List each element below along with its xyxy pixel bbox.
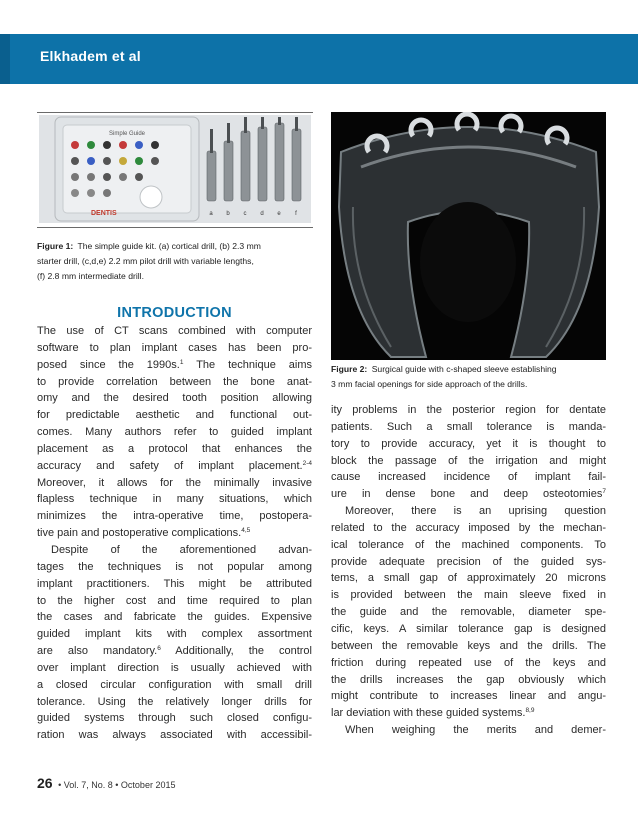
text-line [37, 525, 312, 542]
citation-superscript: 4,5 [241, 527, 251, 535]
text-line [331, 486, 606, 503]
figure-2-image [331, 112, 606, 360]
text-line [331, 638, 606, 655]
text-line [331, 436, 606, 453]
text-line [37, 475, 312, 492]
text-line [37, 407, 312, 424]
figure-1-image [39, 115, 311, 223]
text-line [331, 537, 606, 554]
text-line-body: omy and the desired tooth position allowing [37, 392, 312, 405]
text-line-tail: Additionally, the control [160, 645, 312, 658]
text-line-tail: The technique aims [183, 358, 312, 371]
text-line [37, 441, 312, 458]
text-line-body: Despite of the aforementioned advan- [51, 543, 312, 556]
text-line-body: minimizes the intra-operative time, postopera- [37, 510, 312, 523]
text-line [37, 660, 312, 677]
text-line [37, 357, 312, 374]
text-line [331, 503, 606, 520]
text-line-body: comes. Many authors refer to guided implant [37, 426, 312, 439]
header-band [0, 34, 638, 84]
text-line-body: tolerance. Using the relatively longer drills for [37, 695, 312, 708]
citation-superscript: 6 [157, 645, 161, 653]
text-line [331, 655, 606, 672]
text-line-body: tory to provide accuracy, yet it is thought to [331, 437, 606, 450]
text-line-body: the cases and fabricate the guides. Expensive [37, 611, 312, 624]
text-line-body: ity problems in the posterior region for dentate [331, 404, 606, 416]
text-line-body: might contribute to increases linear and angu- [331, 690, 606, 703]
figure-2-caption-line: 3 mm facial openings for side approach of the drills. [331, 379, 528, 389]
header-accent [0, 34, 10, 84]
text-line [331, 621, 606, 638]
text-line [331, 453, 606, 470]
text-line [331, 604, 606, 621]
text-line [331, 554, 606, 571]
text-line-body: ration was always associated with accessibil- [37, 729, 312, 742]
page-number: 26 [37, 775, 53, 791]
drill-letter-e: e [277, 211, 281, 217]
citation-superscript: 2-4 [302, 459, 312, 467]
text-line [37, 340, 312, 357]
text-line [37, 374, 312, 391]
text-line-body: to the higher cost and time required to plan [37, 594, 312, 607]
text-line-body: a closed circular configuration with small drill [37, 678, 312, 691]
right-text-column [331, 402, 606, 739]
text-line [331, 688, 606, 705]
text-line-body: Moreover, there is an uprising question [345, 505, 606, 518]
text-line-body: When weighing the merits and demer- [345, 724, 606, 737]
figure-1 [37, 112, 313, 228]
citation-superscript: 1 [179, 358, 184, 366]
text-line-body: flapless technique in many situations, which [37, 493, 312, 506]
text-line-body: ure in dense bone and deep osteotomies [331, 488, 603, 501]
text-line [37, 424, 312, 441]
text-line-body: software to plan implant cases has been pro- [37, 341, 312, 354]
text-line-body: tages the techniques is not popular among [37, 560, 312, 573]
text-line [331, 570, 606, 587]
text-line-body: friction during repeated use of the keys and [331, 656, 606, 669]
text-line [331, 419, 606, 436]
figure-2-caption-label: Figure 2: [331, 364, 368, 374]
drill-letter-f: f [295, 211, 297, 217]
drill-letter-b: b [226, 211, 230, 217]
text-line-body: patients. Such a small tolerance is manda- [331, 420, 606, 433]
text-line [37, 390, 312, 407]
text-line [331, 672, 606, 689]
drill-letter-d: d [260, 211, 264, 217]
kit-label: Simple Guide [108, 131, 146, 137]
text-line [37, 323, 312, 340]
page-footer [37, 775, 175, 791]
figure-2-caption [331, 362, 611, 392]
text-line [331, 587, 606, 604]
text-line-body: lar deviation with these guided systems. [331, 707, 526, 720]
text-line [37, 677, 312, 694]
text-line-body: guided systems through such closed configu- [37, 712, 312, 725]
text-line-body: ical tolerance of the machined components. To [331, 538, 606, 551]
figure-1-caption [37, 239, 317, 284]
text-line-body: the guide and the removable, diameter spe- [331, 606, 606, 619]
text-line [37, 593, 312, 610]
text-line-body: guided implant kits with complex assortment [37, 628, 312, 641]
text-line [37, 710, 312, 727]
text-line-body: tive pain and postoperative complications. [37, 527, 242, 540]
text-line-body: implant practitioners. This might be attributed [37, 577, 312, 590]
text-line [37, 727, 312, 744]
text-line [331, 705, 606, 722]
text-line [37, 626, 312, 643]
kit-brand: DENTIS [91, 210, 117, 217]
text-line-body: to provide correlation between the bone anat- [37, 375, 312, 388]
text-line [331, 520, 606, 537]
text-line-body: posed since the 1990s. [37, 358, 180, 371]
text-line-body: cause increased incidence of implant fail- [331, 471, 606, 484]
text-line-body: for predictable aesthetic and functional out- [37, 409, 312, 422]
citation-superscript: 7 [602, 488, 606, 496]
running-title: Elkhadem et al [40, 48, 141, 64]
figure-1-caption-line: (f) 2.8 mm intermediate drill. [37, 271, 144, 281]
text-line-body: the drills increases the gap obviously which [331, 673, 606, 686]
figure-1-caption-label: Figure 1: [37, 241, 74, 251]
left-text-column [37, 323, 312, 744]
text-line-body: placement as a protocol that enhances the [37, 442, 312, 455]
drill-letter-c: c [243, 211, 247, 217]
text-line-body: over implant direction is usually achieved with [37, 661, 312, 674]
figure-1-caption-line: The simple guide kit. (a) cortical drill, (b) 2.3 mm [77, 241, 261, 251]
text-line-body: block the passage of the irrigation and might [331, 454, 606, 467]
text-line [37, 694, 312, 711]
text-line [37, 609, 312, 626]
text-line-body: are also mandatory. [37, 645, 158, 658]
text-line [331, 402, 606, 419]
text-line-body: between the removable keys and the drills. The [331, 639, 606, 652]
text-line [37, 491, 312, 508]
text-line [37, 559, 312, 576]
section-heading: INTRODUCTION [117, 305, 232, 321]
drill-letter-a: a [209, 211, 213, 217]
text-line-body: cific, keys. A similar tolerance gap is designed [331, 622, 606, 635]
text-line [37, 576, 312, 593]
text-line-body: Moreover, it allows for the minimally invasive [37, 476, 312, 489]
text-line-body: related to the accuracy imposed by the mechan- [331, 521, 606, 534]
text-line-body: tems, a small gap of approximately 20 microns [331, 572, 606, 585]
text-line-body: accuracy and safety of implant placement. [37, 459, 303, 472]
text-line [37, 542, 312, 559]
text-line-body: is provided between the main sleeve fixed in [331, 589, 606, 602]
text-line-body: provide adequate precision of the guided sys- [331, 555, 606, 568]
text-line [331, 722, 606, 739]
text-line [37, 458, 312, 475]
text-line [37, 643, 312, 660]
figure-1-caption-line: starter drill, (c,d,e) 2.2 mm pilot drill with variable lengths, [37, 256, 254, 266]
text-line-body: The use of CT scans combined with computer [37, 325, 312, 337]
text-line [331, 469, 606, 486]
text-line [37, 508, 312, 525]
citation-superscript: 8,9 [525, 707, 535, 715]
figure-2-caption-line: Surgical guide with c-shaped sleeve establishing [371, 364, 557, 374]
issue-info: • Vol. 7, No. 8 • October 2015 [58, 780, 176, 790]
